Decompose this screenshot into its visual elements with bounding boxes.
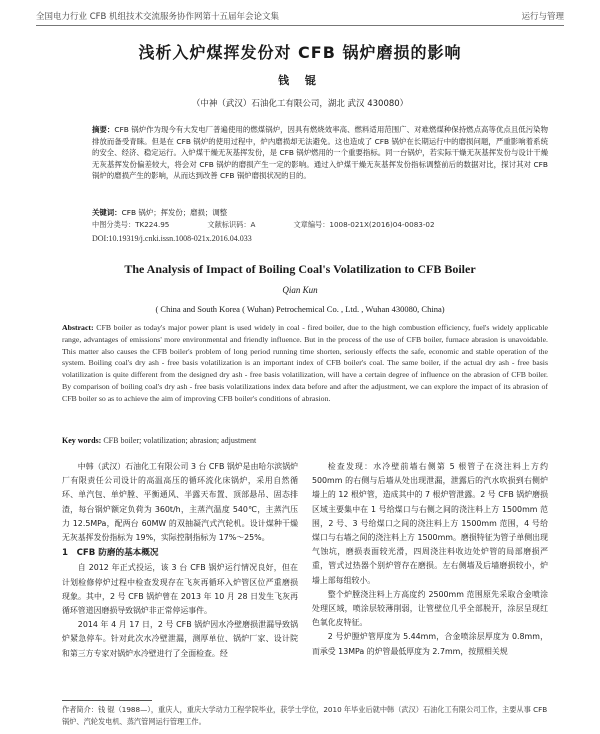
keywords-cn-label: 关键词： xyxy=(92,208,122,217)
paragraph: 自 2012 年正式投运，该 3 台 CFB 锅炉运行情况良好，但在计划检修停炉过程中检查发现存在飞灰再循环入炉管区位严重磨损现象。其中，2 号 CFB 锅炉曾在 2013 年 10 月 28 日发生飞灰再循环管道因磨损导致锅炉非正常停运事件。 xyxy=(62,563,298,616)
running-header-right: 运行与管理 xyxy=(521,12,564,22)
paragraph: 中韩（武汉）石油化工有限公司 3 台 CFB 锅炉是由哈尔滨锅炉厂有限责任公司设计的高温高压的循环流化床锅炉，采用自然循环、单汽包、单炉膛、平衡通风、半露天布置、顶部悬吊、固态排渣，每台锅炉额定负荷为 360t/h，主蒸汽温度 540℃，主蒸汽压力 12.5MPa，配两台 60MW 的双抽凝汽式汽轮机。设计煤种干燥无灰基挥发份指标为 19%，实际控制指标为 17%～25%。 xyxy=(62,462,298,543)
keywords-en-label: Key words: xyxy=(62,436,102,445)
article-meta xyxy=(92,220,548,230)
abstract-cn xyxy=(92,124,548,182)
page-title-en: The Analysis of Impact of Boiling Coal's Volatilization to CFB Boiler xyxy=(124,262,476,276)
keywords-cn-text: CFB 锅炉；挥发份；磨损；调整 xyxy=(121,208,228,217)
doi: DOI:10.19319/j.cnki.issn.1008-021x.2016.04.033 xyxy=(92,234,252,243)
body-column-right xyxy=(312,460,548,692)
affiliation-cn: （中神（武汉）石油化工有限公司，湖北 武汉 430080） xyxy=(191,99,409,109)
abstract-en-label: Abstract: xyxy=(62,323,94,332)
paragraph: 整个炉膛浇注料上方高度约 2500mm 范围原先采取合金喷涂处理区域，喷涂层较薄削弱，让管壁位几乎全部脱开，涂层呈现红色氧化皮特征。 xyxy=(312,589,548,628)
article-number: 文章编号：1008-021X(2016)04-0083-02 xyxy=(293,220,435,229)
abstract-cn-label: 摘要： xyxy=(92,125,115,134)
keywords-en-text: CFB boiler; volatilization; abrasion; adjustment xyxy=(103,436,257,445)
body-text xyxy=(62,460,548,692)
author-cn: 钱 锟 xyxy=(278,74,322,87)
document-code: 文献标识码：A xyxy=(207,220,256,229)
author-footnote: 作者简介：钱 锟（1988—），重庆人，重庆大学动力工程学院毕业，获学士学位，2010 年毕业后就中韩（武汉）石油化工有限公司工作，主要从事 CFB 锅炉、汽轮发电机、蒸汽管网运行管理工作。 xyxy=(62,705,548,726)
paragraph: 检查发现：水冷壁前墙右侧第 5 根管子在浇注料上方约 500mm 的右侧与后墙从处出现泄漏，泄露后的汽水吹损到右侧炉墙上的 12 根炉管，造成其中的 7 根炉管泄露。2 号 CFB 锅炉磨损区域主要集中在 1 号给煤口与右侧之间的浇注料上方 1500mm 范围，2 号、3 号给煤口之间的浇注料上方 1500mm 范围，4 号给煤口与右墙之间的浇注料上方 1500mm。磨损特征为管子单侧出现气蚀坑，磨损表面较光滑，四周浇注料收边处炉管的局部磨损严重，管式过热器个别炉管存在磨损。左右侧墙及后墙磨损较小，炉墙上部每组较小。 xyxy=(312,462,548,585)
running-header-left: 全国电力行业 CFB 机组技术交流服务协作网第十五届年会论文集 xyxy=(36,12,280,22)
keywords-cn xyxy=(92,207,548,218)
clc-number: 中图分类号：TK224.95 xyxy=(92,220,170,229)
affiliation-en: ( China and South Korea ( Wuhan) Petrochemical Co. , Ltd. , Wuhan 430080, China) xyxy=(155,304,445,314)
keywords-en xyxy=(62,436,548,445)
paragraph: 2014 年 4 月 17 日，2 号 CFB 锅炉因水冷壁磨损泄漏导致锅炉紧急停车。针对此次水冷壁泄漏，测厚单位、锅炉厂家、设计院和第三方专家对锅炉水冷壁进行了全面检查。经 xyxy=(62,620,298,658)
abstract-en-text: CFB boiler as today's major power plant is used widely in coal - fired boiler, due to the high combustion efficiency, fuel's widely applicable range, advantages of emissions' more environmental and friendly influence. But in the process of the use of CFB boiler, furnace abrasion is unavoidable. This matter also causes the CFB boiler's problem of long period running time shorten, seriously effects the safe, economic and stable operation of the system. Boiling coal's dry ash - free basis volatilization is an important index of CFB boiler's coal. The same boiler, if the actual dry ash - free basis volatilization is quite different from the designed dry ash - free basis volatilization, will have a certain degree of influence on the abrasion of CFB boiler. By comparison of boiling coal's dry ash - free basis volatilizations index data before and after the adjustment, we can explore the impact of its abrasion of CFB boiler so as to achieve the aim of improving CFB boiler's conditions of abrasion. xyxy=(62,323,548,403)
body-column-left xyxy=(62,460,298,692)
abstract-cn-text: CFB 锅炉作为现今有大发电厂普遍使用的燃煤锅炉，因具有燃烧效率高、燃料适用范围广、对难燃煤种保持燃点高等优点且低污染物排放而备受青睐。但是在 CFB 锅炉的使用过程中，炉内磨损却无法避免。这也造成了 CFB 锅炉在长期运行中的磨损问题，严重影响着系统的安全、经济、稳定运行。入炉煤干燥无灰基挥发份，是 CFB 锅炉燃用的一个重要指标。同一台锅炉，若实际干燥无灰基挥发份与设计干燥无灰基挥发份偏差较大，将会对 CFB 锅炉的磨损产生一定的影响。通过入炉煤干燥无灰基挥发份指标调整前后的数据对比，探讨其对 CFB 锅炉的磨损产生的影响，从而达到改善 CFB 锅炉磨损状况的目的。 xyxy=(92,125,548,181)
abstract-en xyxy=(62,322,548,405)
page-title-cn: 浅析入炉煤挥发份对 CFB 锅炉磨损的影响 xyxy=(138,43,462,62)
footnote-divider xyxy=(62,700,152,701)
author-en: Qian Kun xyxy=(282,285,318,295)
paragraph: 2 号炉膛炉管厚度为 5.44mm，合金喷涂层厚度为 0.8mm，而承受 13MPa 的炉管最低厚度为 2.7mm，按照相关规 xyxy=(312,632,548,656)
running-header xyxy=(36,10,564,26)
section-heading: 1 CFB 防磨的基本概况 xyxy=(62,548,159,559)
